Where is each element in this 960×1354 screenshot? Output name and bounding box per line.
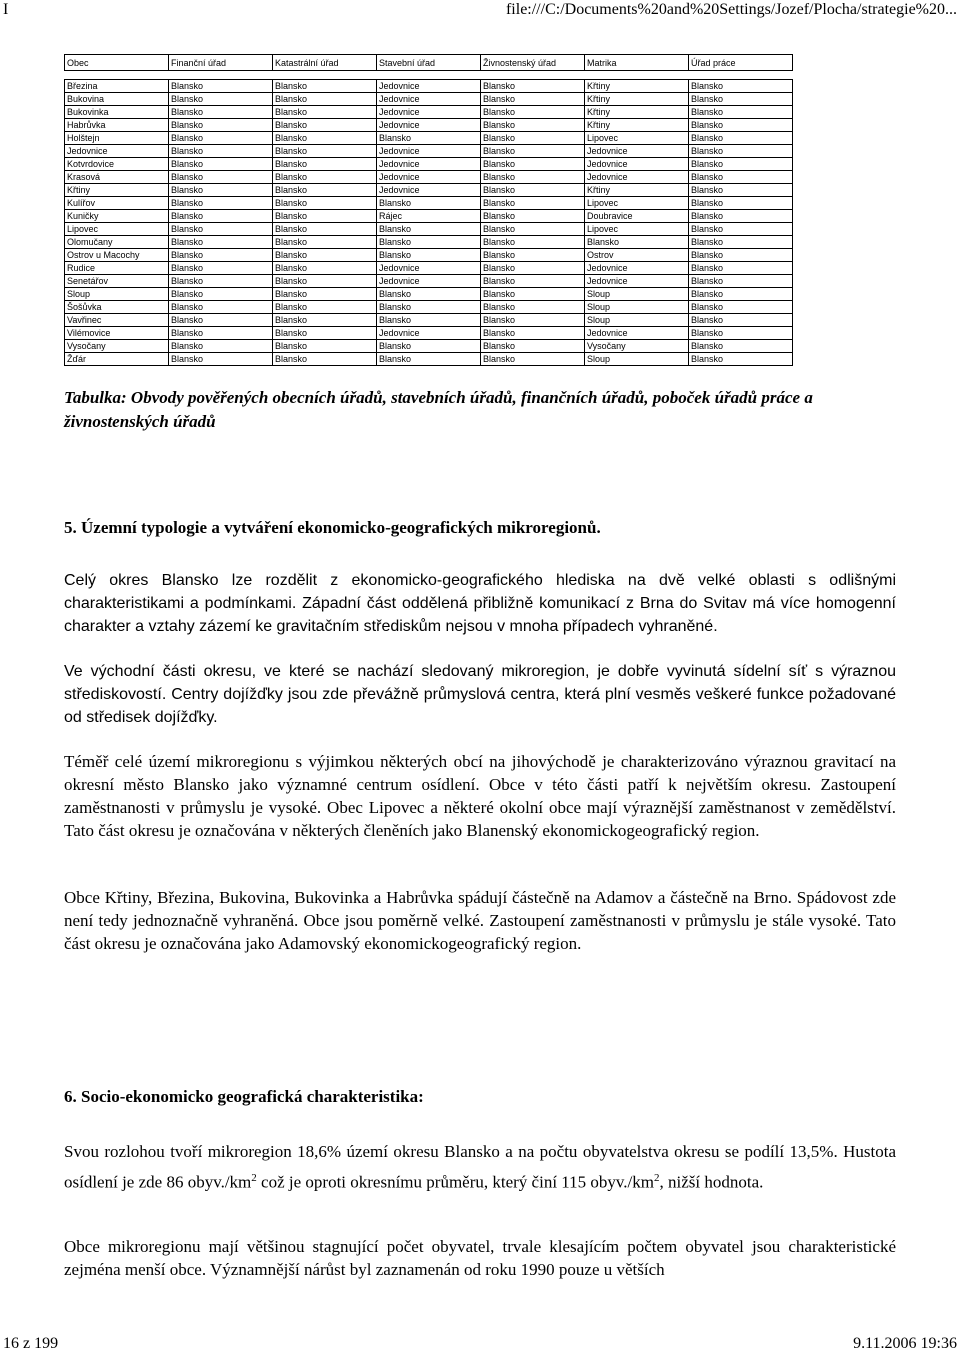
table-cell: Blansko [377, 223, 481, 236]
table-cell: Blansko [169, 353, 273, 366]
table-cell: Blansko [689, 249, 793, 262]
table-cell: Lipovec [65, 223, 169, 236]
table-row [65, 145, 793, 158]
table-row [65, 158, 793, 171]
section-5-paragraph-4: Obce Křtiny, Březina, Bukovina, Bukovinka a Habrůvka spádují částečně na Adamov a částečně na Brno. Spádovost zde není tedy jednoznačně vyhraněná. Obce jsou poměrně velké. Zastoupení zaměstnanosti v průmyslu je stále vysoké. Tato část okresu je označována jako Adamovský ekonomickogeografický region. [64, 888, 896, 953]
column-header: Finanční úřad [169, 55, 273, 71]
table-cell: Křtiny [65, 184, 169, 197]
table-cell: Jedovnice [377, 93, 481, 106]
table-cell: Bukovinka [65, 106, 169, 119]
table-cell: Blansko [273, 288, 377, 301]
table-cell: Březina [65, 80, 169, 93]
table-cell: Sloup [585, 314, 689, 327]
table-cell: Blansko [169, 132, 273, 145]
table-cell: Blansko [481, 197, 585, 210]
table-cell: Olomučany [65, 236, 169, 249]
table-cell: Jedovnice [377, 145, 481, 158]
table-cell: Blansko [273, 262, 377, 275]
table-cell: Blansko [585, 236, 689, 249]
column-header: Katastrální úřad [273, 55, 377, 71]
table-cell: Blansko [689, 314, 793, 327]
table-spacer-row [65, 71, 793, 80]
table-row [65, 210, 793, 223]
table-cell: Blansko [169, 223, 273, 236]
table-cell: Blansko [689, 158, 793, 171]
table-row [65, 314, 793, 327]
table-cell: Šošůvka [65, 301, 169, 314]
table-row [65, 80, 793, 93]
table-cell: Blansko [273, 80, 377, 93]
table-row [65, 327, 793, 340]
table-cell: Krasová [65, 171, 169, 184]
table-cell: Blansko [377, 340, 481, 353]
table-cell: Blansko [273, 314, 377, 327]
table-header-row [65, 55, 793, 71]
table-cell: Blansko [273, 236, 377, 249]
table-cell: Blansko [689, 93, 793, 106]
table-cell: Habrůvka [65, 119, 169, 132]
section-5-paragraph-2: Ve východní části okresu, ve které se nachází sledovaný mikroregion, je dobře vyvinutá sídelní síť s výraznou střediskovostí. Centry dojížďky jsou zde převážně průmyslová centra, která plní vesměs veškeré funkce požadované od středisek dojížďky. [64, 663, 896, 726]
table-row [65, 288, 793, 301]
superscript: 2 [654, 1172, 660, 1184]
table-cell: Blansko [689, 223, 793, 236]
table-cell: Blansko [689, 262, 793, 275]
table-cell: Blansko [481, 249, 585, 262]
table-cell: Jedovnice [585, 158, 689, 171]
table-cell: Blansko [169, 327, 273, 340]
table-cell: Křtiny [585, 106, 689, 119]
table-cell: Křtiny [585, 80, 689, 93]
table-cell: Blansko [481, 171, 585, 184]
table-cell: Rudice [65, 262, 169, 275]
table-cell: Blansko [689, 184, 793, 197]
table-cell: Doubravice [585, 210, 689, 223]
print-timestamp: 9.11.2006 19:36 [853, 1335, 957, 1352]
table-cell: Holštejn [65, 132, 169, 145]
table-cell: Blansko [481, 236, 585, 249]
table-cell: Blansko [481, 327, 585, 340]
table-cell: Blansko [481, 158, 585, 171]
table-cell: Blansko [273, 301, 377, 314]
table-row [65, 353, 793, 366]
table-cell: Blansko [169, 236, 273, 249]
table-cell: Blansko [481, 340, 585, 353]
table-cell: Blansko [273, 132, 377, 145]
table-row [65, 275, 793, 288]
table-cell: Blansko [273, 197, 377, 210]
table-cell: Lipovec [585, 223, 689, 236]
table-cell: Ostrov u Macochy [65, 249, 169, 262]
table-cell: Blansko [377, 132, 481, 145]
table-cell: Blansko [481, 353, 585, 366]
table-cell: Blansko [169, 145, 273, 158]
table-row [65, 262, 793, 275]
table-row [65, 132, 793, 145]
table-cell: Blansko [273, 106, 377, 119]
table-cell: Blansko [689, 145, 793, 158]
table-cell: Jedovnice [65, 145, 169, 158]
table-cell: Blansko [481, 301, 585, 314]
table-cell: Blansko [481, 275, 585, 288]
table-cell: Blansko [273, 249, 377, 262]
table-row [65, 171, 793, 184]
table-cell: Blansko [273, 210, 377, 223]
table-cell: Blansko [377, 301, 481, 314]
table-cell: Blansko [689, 275, 793, 288]
table-cell: Jedovnice [585, 171, 689, 184]
table-cell: Sloup [585, 301, 689, 314]
table-cell: Jedovnice [377, 327, 481, 340]
table-cell: Blansko [169, 288, 273, 301]
section-6-heading: 6. Socio-ekonomicko geografická charakteristika: [64, 1087, 424, 1106]
table-cell: Blansko [481, 210, 585, 223]
table-cell: Kulířov [65, 197, 169, 210]
table-cell: Blansko [273, 327, 377, 340]
table-cell: Blansko [377, 249, 481, 262]
table-row [65, 249, 793, 262]
table-cell: Blansko [481, 132, 585, 145]
table-cell: Blansko [273, 93, 377, 106]
table-cell: Blansko [481, 106, 585, 119]
table-cell: Lipovec [585, 197, 689, 210]
column-header: Stavební úřad [377, 55, 481, 71]
table-cell: Blansko [689, 119, 793, 132]
column-header: Úřad práce [689, 55, 793, 71]
table-cell: Jedovnice [377, 106, 481, 119]
table-cell: Blansko [169, 249, 273, 262]
table-cell: Jedovnice [585, 262, 689, 275]
table-cell: Blansko [169, 340, 273, 353]
table-row [65, 119, 793, 132]
table-cell: Blansko [169, 197, 273, 210]
browser-header-left: I [3, 1, 9, 18]
table-cell: Blansko [169, 93, 273, 106]
table-cell: Blansko [169, 262, 273, 275]
table-row [65, 223, 793, 236]
table-cell: Blansko [273, 158, 377, 171]
table-cell: Blansko [377, 353, 481, 366]
table-cell: Blansko [689, 301, 793, 314]
table-cell: Kotvrdovice [65, 158, 169, 171]
column-header: Živnostenský úřad [481, 55, 585, 71]
table-cell: Jedovnice [585, 145, 689, 158]
table-row [65, 197, 793, 210]
offices-table [64, 54, 793, 366]
page-counter: 16 z 199 [3, 1335, 59, 1352]
table-cell: Křtiny [585, 119, 689, 132]
table-cell: Blansko [689, 210, 793, 223]
table-row [65, 106, 793, 119]
table-cell: Blansko [273, 223, 377, 236]
table-cell: Blansko [169, 158, 273, 171]
table-cell: Jedovnice [585, 275, 689, 288]
table-cell: Blansko [169, 80, 273, 93]
table-cell: Blansko [689, 80, 793, 93]
table-cell: Blansko [689, 327, 793, 340]
table-cell: Lipovec [585, 132, 689, 145]
table-cell: Žďár [65, 353, 169, 366]
table-cell: Bukovina [65, 93, 169, 106]
table-cell: Jedovnice [377, 158, 481, 171]
table-cell: Blansko [689, 340, 793, 353]
table-cell: Blansko [273, 184, 377, 197]
table-row [65, 340, 793, 353]
section-5-paragraph-3: Téměř celé území mikroregionu s výjimkou některých obcí na jihovýchodě je charakterizováno výraznou gravitací na okresní město Blansko jako významné centrum osídlení. Obce v této části patří k největším okresu. Zastoupení zaměstnanosti v průmyslu je vysoké. Obec Lipovec a některé okolní obce mají výraznější zaměstnanost v zemědělství. Tato část okresu je označována v některých členěních jako Blanenský ekonomickogeografický region. [64, 752, 896, 840]
table-cell: Vavřinec [65, 314, 169, 327]
table-caption: Tabulka: Obvody pověřených obecních úřadů, stavebních úřadů, finančních úřadů, poboček úřadů práce a živnostenských úřadů [64, 388, 813, 431]
table-cell: Vysočany [585, 340, 689, 353]
table-cell: Křtiny [585, 184, 689, 197]
table-cell: Blansko [169, 106, 273, 119]
table-cell: Blansko [377, 288, 481, 301]
table-cell: Blansko [481, 288, 585, 301]
table-cell: Blansko [481, 262, 585, 275]
table-cell: Blansko [481, 184, 585, 197]
table-cell: Jedovnice [377, 119, 481, 132]
table-cell: Sloup [65, 288, 169, 301]
table-cell: Sloup [585, 353, 689, 366]
table-cell: Jedovnice [585, 327, 689, 340]
table-cell: Blansko [273, 145, 377, 158]
table-cell: Jedovnice [377, 275, 481, 288]
table-cell: Kuničky [65, 210, 169, 223]
table-row [65, 301, 793, 314]
table-cell: Blansko [273, 353, 377, 366]
table-cell: Blansko [273, 275, 377, 288]
table-row [65, 93, 793, 106]
table-cell: Rájec [377, 210, 481, 223]
table-cell: Jedovnice [377, 262, 481, 275]
table-cell: Blansko [377, 197, 481, 210]
table-cell: Senetářov [65, 275, 169, 288]
table-cell: Jedovnice [377, 171, 481, 184]
table-cell: Blansko [273, 171, 377, 184]
table-row [65, 236, 793, 249]
table-cell: Blansko [169, 119, 273, 132]
table-cell: Jedovnice [377, 184, 481, 197]
table-cell: Blansko [169, 301, 273, 314]
column-header: Obec [65, 55, 169, 71]
table-cell: Blansko [481, 80, 585, 93]
table-cell: Ostrov [585, 249, 689, 262]
table-cell: Blansko [377, 236, 481, 249]
table-cell: Vysočany [65, 340, 169, 353]
table-cell: Sloup [585, 288, 689, 301]
table-cell: Blansko [169, 314, 273, 327]
table-cell: Blansko [689, 288, 793, 301]
table-cell: Blansko [481, 314, 585, 327]
section-5-paragraph-1: Celý okres Blansko lze rozdělit z ekonomicko-geografického hlediska na dvě velké oblasti s odlišnými charakteristikami a podmínkami. Západní část oddělená přibližně komunikací z Brna do Svitav má více homogenní charakter a vztahy zázemí ke gravitačním střediskům nejsou v mnoha případech vyhraněné. [64, 572, 896, 635]
table-cell: Blansko [273, 119, 377, 132]
table-cell: Blansko [481, 93, 585, 106]
table-row [65, 184, 793, 197]
table-cell: Blansko [689, 197, 793, 210]
table-cell: Blansko [169, 210, 273, 223]
table-cell: Blansko [481, 223, 585, 236]
superscript: 2 [251, 1172, 257, 1184]
table-cell: Blansko [689, 171, 793, 184]
section-5-heading: 5. Územní typologie a vytváření ekonomicko-geografických mikroregionů. [64, 518, 601, 537]
table-cell: Blansko [169, 171, 273, 184]
table-cell: Křtiny [585, 93, 689, 106]
section-6-p1-text-c: , nižší hodnota. [659, 1172, 764, 1192]
table-cell: Blansko [689, 353, 793, 366]
table-cell: Blansko [169, 184, 273, 197]
table-cell: Blansko [689, 132, 793, 145]
table-cell: Blansko [481, 119, 585, 132]
section-6-paragraph-2: Obce mikroregionu mají většinou stagnující počet obyvatel, trvale klesajícím počtem obyvatel jsou charakteristické zejména menší obce. Významnější nárůst byl zaznamenán od roku 1990 pouze u větších [64, 1237, 896, 1279]
table-cell: Blansko [377, 314, 481, 327]
table-cell: Blansko [689, 106, 793, 119]
section-6-p1-text-b: což je oproti okresnímu průměru, který činí 115 obyv./km [256, 1172, 655, 1192]
browser-header-url: file:///C:/Documents%20and%20Settings/Jozef/Plocha/strategie%20... [505, 1, 957, 18]
table-cell: Vilémovice [65, 327, 169, 340]
section-6-p1-text-a: Svou rozlohou tvoří mikroregion 18,6% území okresu Blansko a na počtu obyvatelstva okresu se podílí 13,5%. Hustota osídlení je zde 86 obyv./km [64, 1142, 896, 1192]
table-cell: Blansko [689, 236, 793, 249]
table-cell: Blansko [273, 340, 377, 353]
column-header: Matrika [585, 55, 689, 71]
table-cell: Blansko [481, 145, 585, 158]
section-6-paragraph-1 [64, 1138, 896, 1196]
table-cell: Blansko [169, 275, 273, 288]
table-cell: Jedovnice [377, 80, 481, 93]
